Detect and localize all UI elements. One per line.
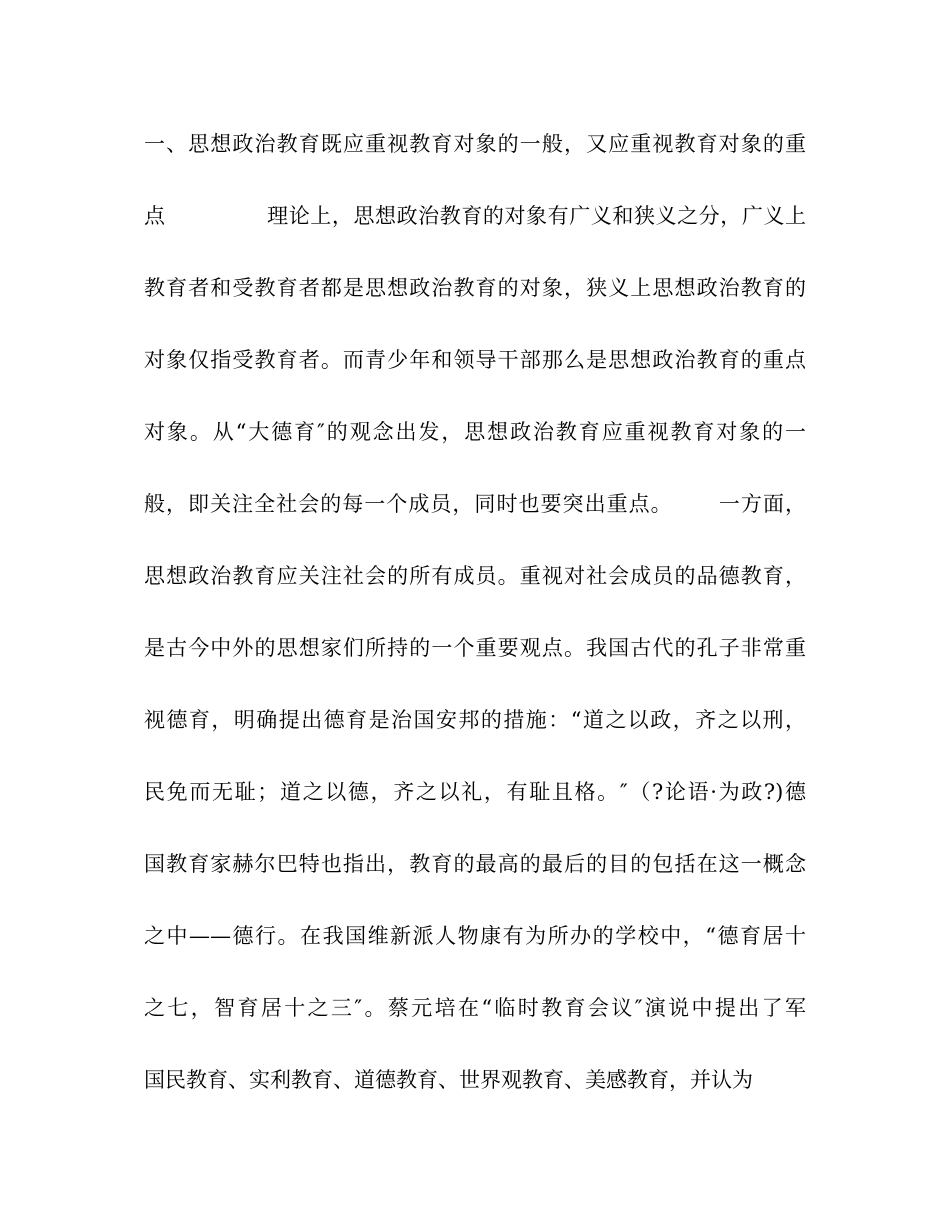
text-line: 之中——德行。在我国维新派人物康有为所办的学校中，“德育居十 xyxy=(144,924,806,948)
text-line: 教育者和受教育者都是思想政治教育的对象，狭义上思想政治教育的 xyxy=(144,276,806,300)
text-line: 民免而无耻；道之以德，齐之以礼，有耻且格。″（?论语·为政?)德 xyxy=(144,780,806,804)
text-line: 国民教育、实利教育、道德教育、世界观教育、美感教育，并认为 xyxy=(144,1068,753,1092)
text-line: 之七，智育居十之三″。蔡元培在“临时教育会议″演说中提出了军 xyxy=(144,996,806,1020)
text-line: 是古今中外的思想家们所持的一个重要观点。我国古代的孔子非常重 xyxy=(144,636,806,660)
text-line: 国教育家赫尔巴特也指出，教育的最高的最后的目的包括在这一概念 xyxy=(144,852,806,876)
text-line: 一、思想政治教育既应重视教育对象的一般，又应重视教育对象的重 xyxy=(144,132,806,156)
text-line: 对象仅指受教育者。而青少年和领导干部那么是思想政治教育的重点 xyxy=(144,348,806,372)
text-line: 对象。从“大德育″的观念出发，思想政治教育应重视教育对象的一 xyxy=(144,420,806,444)
text-line: 般，即关注全社会的每一个成员，同时也要突出重点。 一方面， xyxy=(144,492,806,516)
text-line: 点 理论上，思想政治教育的对象有广义和狭义之分，广义上 xyxy=(144,204,806,228)
text-line: 视德育，明确提出德育是治国安邦的措施：“道之以政，齐之以刑， xyxy=(144,708,806,732)
text-line: 思想政治教育应关注社会的所有成员。重视对社会成员的品德教育， xyxy=(144,564,806,588)
